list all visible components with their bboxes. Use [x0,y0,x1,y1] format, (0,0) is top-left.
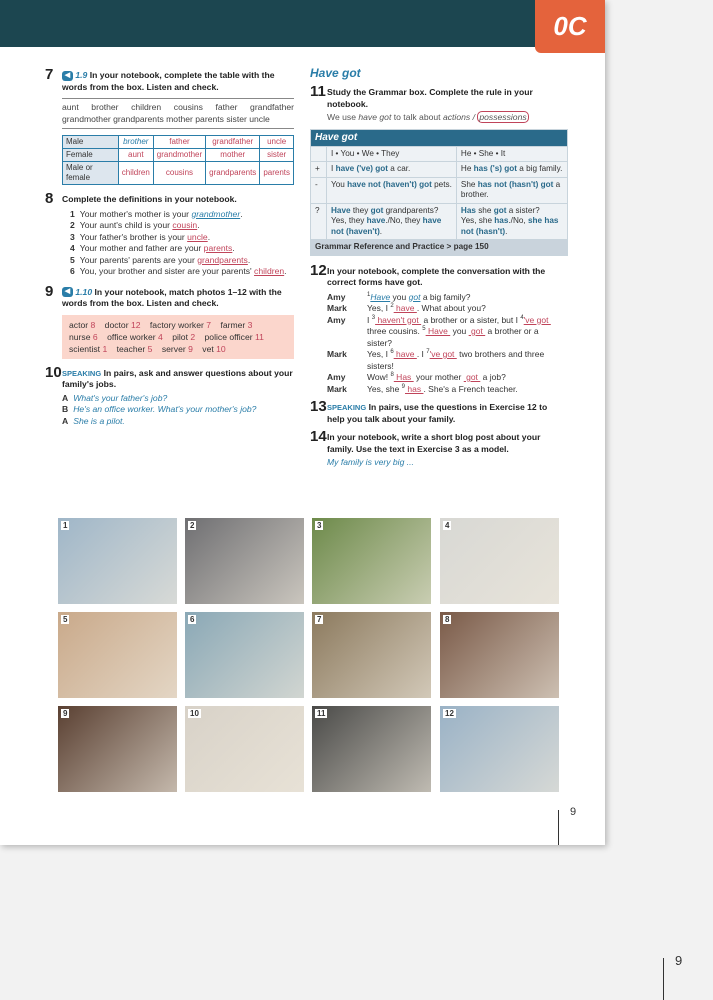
section-heading: Have got [310,66,361,80]
unit-tab: 0C [535,0,605,53]
photo-number: 8 [445,615,450,624]
word-box: aunt brother children cousins father grandfather grandmother grandparents mother parents sister uncle [62,98,294,129]
dialogue-line: B He's an office worker. What's your mother's job? [62,404,257,414]
dialogue-line: A She is a pilot. [62,415,125,426]
job-photo [58,518,177,604]
list-item: 5 Your parents' parents are your grandparents. [70,254,251,265]
exercise-9: 9 ◀ 1.10 In your notebook, match photos 1–12 with the words from the box. Listen and check. actor 8 doctor 12 factory worker 7 farmer 3 nurse 6 office worker 4 pilot 2 police officer 11 scientist 1 teacher 5 server 9 vet 10 [62,287,294,359]
list-item: 2 Your aunt's child is your cousin. [70,220,200,230]
job-photo [440,518,559,604]
grammar-box: Have got I • You • We • They He • She • It + I have ('ve) got a car. He has ('s) got a big family. - You have not (haven't) got pets. She has not (hasn't) got a brother. ? Have they got grandparents? Yes, they have./No, they have not (haven't). Has she got a sister? Yes, she has./No, she has not (hasn't). Grammar Reference and Practice > page 150 [310,129,568,256]
divider [663,958,664,1000]
photo-number: 7 [317,615,322,624]
table-cell: Male [63,136,119,149]
table-cell: uncle [260,136,294,149]
exercise-7: 7 ◀ 1.9 In your notebook, complete the table with the words from the box. Listen and check. aunt brother children cousins father grandfather grandmother grandparents mother parents sister uncle Male brother father grandfather uncle Female aunt grandmother mother sister Male or female children cousins grandparents parents [62,70,294,185]
table-cell: brother [118,136,153,149]
table-cell: father [153,136,205,149]
exercise-12: 12 In your notebook, complete the conversation with the correct forms have got. Amy $^1$Have you got a big family? Mark Yes, I $^2$ have . What about you? Amy I $^3$ haven't got a brother or a sister, but I $^4$'ve got three cousins. $^5$ Have you got a brother or a sister? Mark Yes, I $^6$ have . I $^7$'ve got two brothers and three sisters! Amy Wow! $^8$ Has your mother got a job? Mark Yes, she $^9$ has . She's a French teacher. [327,266,560,396]
circled-answer: possessions [479,112,527,122]
exercise-14: 14 In your notebook, write a short blog post about your family. Use the text in Exercise 3 as a model. My family is very big ... [310,428,541,467]
exercise-8: 8 Complete the definitions in your notebook. 1 Your mother's mother is your grandmother. 2 Your aunt's child is your cousin. 3 Your father's brother is your uncle. 4 Your mother and father are your parents. 5 Your parents' parents are your grandparents. 6 You, your brother and sister are your parents' children. [62,194,294,278]
job-word: scientist 1 [69,343,108,354]
table-cell: grandparents [206,162,260,185]
table-cell: Female [63,149,119,162]
photo-number: 4 [445,521,450,530]
photo-number: 6 [190,615,195,624]
audio-icon[interactable]: ◀ [62,287,73,297]
table-row [63,162,294,185]
family-table [62,135,294,185]
list-item: 3 Your father's brother is your uncle. [70,231,211,242]
job-word: farmer 3 [220,319,253,330]
table-row [63,136,294,149]
table-cell: aunt [118,149,153,162]
list-item: 6 You, your brother and sister are your parents' children. [70,266,287,276]
exercise-11: 11 Study the Grammar box. Complete the rule in your notebook. We use have got to talk about actions / possessions [310,83,533,122]
job-photo [58,706,177,792]
job-word: doctor 12 [104,319,141,330]
photo-number: 1 [63,521,68,530]
job-word: teacher 5 [116,343,153,354]
exercise-10: 10 SPEAKING In pairs, ask and answer questions about your family's jobs. A What's your father's job? B He's an office worker. What's your mother's job? A She is a pilot. [45,363,293,426]
photo-number: 9 [63,709,68,718]
job-photo [440,706,559,792]
grammar-section [310,66,568,81]
grammar-reference-link[interactable]: Grammar Reference and Practice > page 150 [311,240,568,256]
exercise-13: 13 SPEAKING In pairs, use the questions in Exercise 12 to help you talk about your family. [310,398,548,424]
right-column [310,66,568,469]
job-word: pilot 2 [172,331,196,342]
list-item: 4 Your mother and father are your parents. [70,243,235,253]
audio-icon[interactable]: ◀ [62,71,73,81]
job-photo [440,612,559,698]
photo-number: 12 [445,709,454,718]
page-number-outer: 9 [675,953,683,968]
table-cell: sister [260,149,294,162]
job-photo [185,612,304,698]
job-word: actor 8 [69,319,96,330]
table-cell: children [118,162,153,185]
job-word: nurse 6 [69,331,98,342]
left-column [45,66,294,427]
photo-number: 10 [190,709,199,718]
table-cell: Male or female [63,162,119,185]
dialogue-line: A What's your father's job? [62,392,168,403]
photo-number: 5 [63,615,68,624]
photo-number: 3 [317,521,322,530]
divider [558,810,559,845]
photo-number: 11 [317,709,326,718]
job-photo [312,706,431,792]
job-photo [185,518,304,604]
table-cell: mother [206,149,260,162]
job-photo [58,612,177,698]
photo-number: 2 [190,521,195,530]
table-cell: grandfather [206,136,260,149]
jobs-box [62,315,294,359]
table-cell: grandmother [153,149,205,162]
header-band [0,0,605,47]
list-item: 1 Your mother's mother is your grandmother. [70,208,243,219]
table-cell: cousins [153,162,205,185]
job-word: office worker 4 [107,331,163,342]
job-photo [312,612,431,698]
dialogue: Amy $^1$Have you got a big family? Mark Yes, I $^2$ have . What about you? Amy I $^3$ haven't got a brother or a sister, but I $^4$'ve got three cousins. $^5$ Have you got a brother or a sister? Mark Yes, I $^6$ have . I $^7$'ve got two brothers and three sisters! Amy Wow! $^8$ Has your mother got a job? Mark Yes, she $^9$ has . She's a French teacher. [327,291,551,394]
table-cell: parents [260,162,294,185]
job-word: server 9 [161,343,193,354]
table-row [63,149,294,162]
job-word: vet 10 [202,343,226,354]
job-word: factory worker 7 [149,319,212,330]
job-photo [185,706,304,792]
page-number: 9 [570,806,577,818]
job-word: police officer 11 [204,331,264,342]
job-photo [312,518,431,604]
